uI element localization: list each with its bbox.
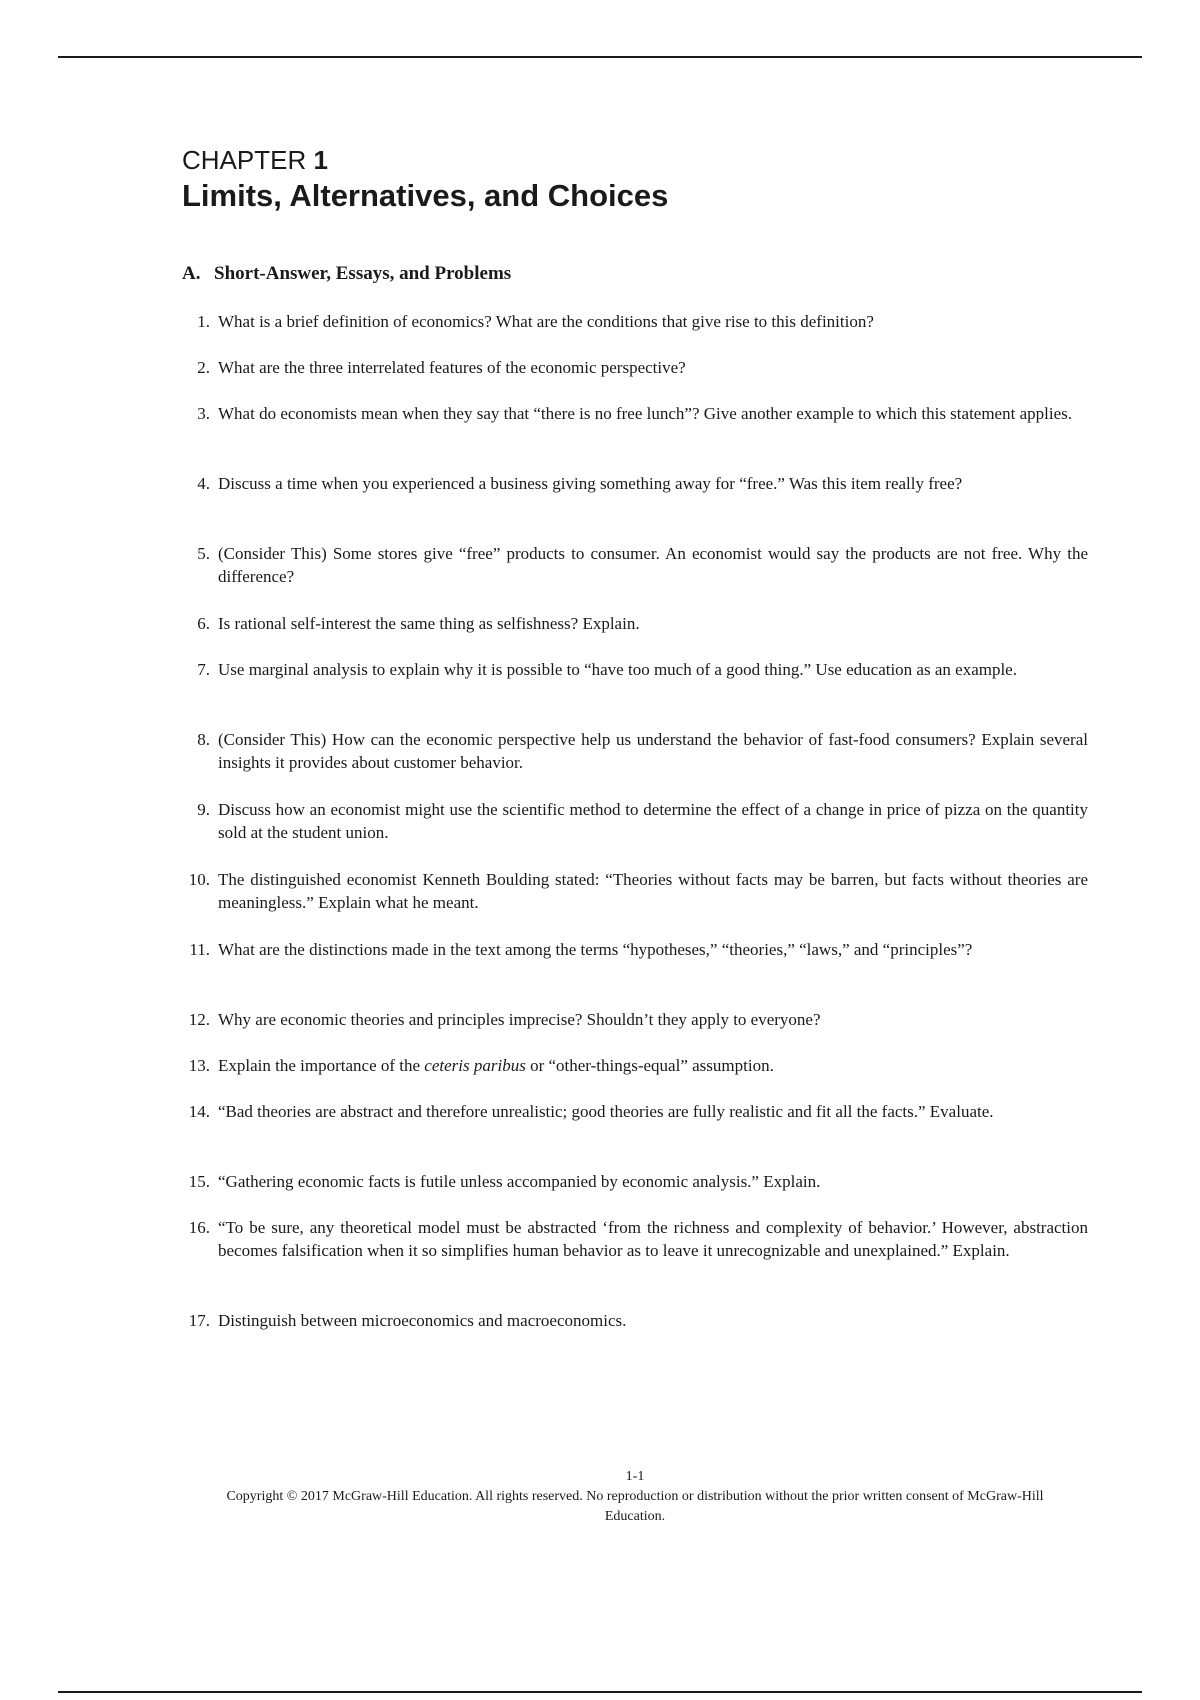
- copyright-notice: Copyright © 2017 McGraw-Hill Education. All rights reserved. No reproduction or distribution without the prior written consent of McGraw-Hill Education.: [226, 1489, 1044, 1524]
- question-text: “To be sure, any theoretical model must be abstracted ‘from the richness and complexity of behavior.’ However, abstraction becomes falsification when it so simplifies human behavior as to leave it unrecognizable and unexplained.” Explain.: [218, 1218, 1088, 1260]
- chapter-label: [182, 144, 328, 176]
- question-item: [182, 1170, 1088, 1193]
- question-item: [182, 402, 1088, 425]
- question-item: [182, 658, 1088, 681]
- question-item: [182, 798, 1088, 844]
- question-text: (Consider This) How can the economic perspective help us understand the behavior of fast-food consumers? Explain several insights it provides about customer behavior.: [218, 730, 1088, 772]
- question-item: [182, 1008, 1088, 1031]
- question-text: [218, 1054, 1088, 1077]
- question-number: 8.: [197, 730, 210, 749]
- section-heading: [182, 262, 511, 286]
- question-text: The distinguished economist Kenneth Boulding stated: “Theories without facts may be barren, but facts without theories are meaningless.” Explain what he meant.: [218, 870, 1088, 912]
- question-item: [182, 1216, 1088, 1262]
- question-text: What do economists mean when they say that “there is no free lunch”? Give another example to which this statement applies.: [218, 404, 1072, 423]
- question-number: 11.: [189, 940, 210, 959]
- question-number: 17.: [188, 1311, 210, 1330]
- question-text: Why are economic theories and principles imprecise? Shouldn’t they apply to everyone?: [218, 1010, 821, 1029]
- question-text-part: or “other-things-equal” assumption.: [525, 1056, 774, 1075]
- question-number: 4.: [197, 474, 210, 493]
- section-letter: A.: [182, 263, 201, 284]
- question-number: 2.: [197, 358, 210, 377]
- question-number: 5.: [197, 544, 210, 563]
- question-item: [182, 612, 1088, 635]
- question-text: Is rational self-interest the same thing as selfishness? Explain.: [218, 614, 640, 633]
- question-item: [182, 356, 1088, 379]
- section-title: Short-Answer, Essays, and Problems: [214, 263, 512, 284]
- question-item: [182, 1309, 1088, 1332]
- top-rule: [58, 56, 1142, 58]
- question-text: Use marginal analysis to explain why it is possible to “have too much of a good thing.” Use education as an example.: [218, 660, 1017, 679]
- question-text: Distinguish between microeconomics and macroeconomics.: [218, 1311, 627, 1330]
- question-number: 10.: [188, 870, 210, 889]
- question-text: What are the distinctions made in the text among the terms “hypotheses,” “theories,” “laws,” and “principles”?: [218, 940, 973, 959]
- question-text: (Consider This) Some stores give “free” products to consumer. An economist would say the products are not free. Why the difference?: [218, 544, 1088, 586]
- question-text: “Gathering economic facts is futile unless accompanied by economic analysis.” Explain.: [218, 1172, 821, 1191]
- question-item: [182, 938, 1088, 961]
- question-number: 13.: [188, 1056, 210, 1075]
- question-number: 12.: [188, 1010, 210, 1029]
- question-text: What are the three interrelated features of the economic perspective?: [218, 358, 686, 377]
- question-text-italic: ceteris paribus: [424, 1056, 526, 1075]
- question-number: 16.: [188, 1218, 210, 1237]
- question-number: 6.: [197, 614, 210, 633]
- question-number: 9.: [197, 800, 210, 819]
- chapter-number: 1: [313, 145, 328, 175]
- question-text: Discuss how an economist might use the scientific method to determine the effect of a change in price of pizza on the quantity sold at the student union.: [218, 800, 1088, 842]
- question-number: 1.: [197, 312, 210, 331]
- page-footer: [182, 1467, 1088, 1527]
- question-item: [182, 310, 1088, 333]
- question-text: What is a brief definition of economics? What are the conditions that give rise to this definition?: [218, 312, 874, 331]
- question-item: [182, 728, 1088, 774]
- question-number: 14.: [188, 1102, 210, 1121]
- question-text-part: Explain the importance of the: [218, 1056, 425, 1075]
- question-item: [182, 472, 1088, 495]
- question-number: 15.: [188, 1172, 210, 1191]
- question-text: “Bad theories are abstract and therefore unrealistic; good theories are fully realistic and fit all the facts.” Evaluate.: [218, 1102, 994, 1121]
- bottom-rule: [58, 1691, 1142, 1693]
- question-number: 3.: [197, 404, 210, 423]
- chapter-word: CHAPTER: [182, 145, 307, 175]
- question-number: 7.: [197, 660, 210, 679]
- question-item: [182, 868, 1088, 914]
- question-text: Discuss a time when you experienced a business giving something away for “free.” Was this item really free?: [218, 474, 963, 493]
- question-item: [182, 542, 1088, 588]
- page-number: 1-1: [625, 1469, 645, 1484]
- question-item: [182, 1054, 1088, 1077]
- question-item: [182, 1100, 1088, 1123]
- chapter-title: Limits, Alternatives, and Choices: [182, 178, 669, 213]
